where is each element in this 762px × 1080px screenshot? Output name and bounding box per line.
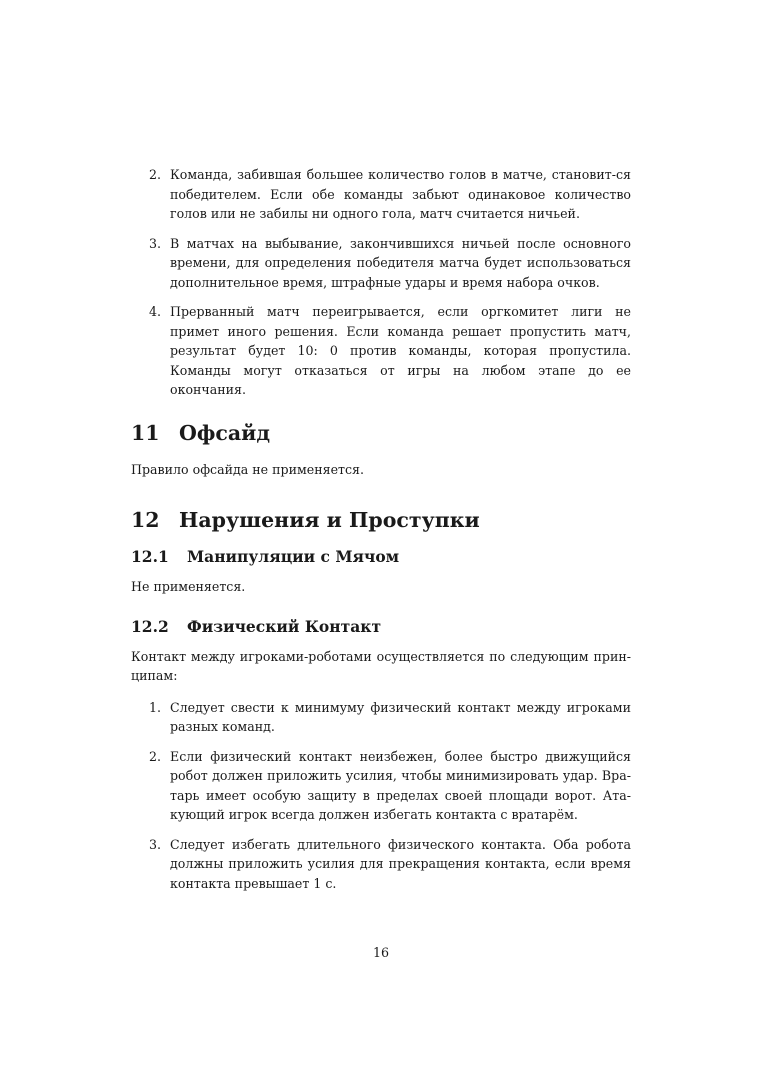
section-number: 12 [131,508,160,532]
section-number: 11 [131,420,160,445]
subsection-heading-12-2 [131,617,631,637]
subsection-number: 12.1 [131,547,169,566]
section-title: Нарушения и Проступки [179,508,480,532]
list-item-text: Если физический контакт неизбежен, более быстро движущийся робот должен приложить усилия, чтобы минимизировать удар. Вра-тарь имеет особую защиту в пределах своей площади ворот. Ата-кующий игрок всегда должен избегать контакта с вратарём. [170,748,631,822]
document-page [131,165,631,903]
list-item [131,747,631,825]
rules-list-continued [131,165,631,400]
list-item-text: В матчах на выбывание, закончившихся ничьей после основного времени, для определения победителя матча будет использоваться дополнительное время, штрафные удары и время набора очков. [170,235,631,290]
list-item-text: Прерванный матч переигрывается, если оргкомитет лиги не примет иного решения. Если команда решает пропустить матч, результат будет 10: 0 против команды, которая пропустила. Команды могут отказаться от игры на любом этапе до ее окончания. [170,304,631,397]
section-heading-11 [131,420,631,446]
subsection-title: Манипуляции с Мячом [187,547,400,566]
list-item-number: 1. [149,699,162,715]
section-heading-12 [131,507,631,533]
list-item-number: 2. [149,167,162,182]
subsection-12-1-body: Не применяется. [131,579,246,594]
list-item-number: 4. [149,304,162,319]
subsection-heading-12-1 [131,547,631,567]
list-item-text: Команда, забившая большее количество голов в матче, становит-ся победителем. Если обе команды забьют одинаковое количество голов или не забилы ни одного гола, матч считается ничьей. [170,167,631,221]
list-item-number: 3. [149,235,162,251]
subsection-12-2-body: Контакт между игроками-роботами осуществляется по следующим прин-ципам: [131,648,631,683]
list-item-number: 2. [149,748,162,764]
section-title: Офсайд [179,420,270,445]
contact-rules-list [131,698,631,894]
list-item [131,698,631,737]
list-item [131,234,631,293]
subsection-title: Физический Контакт [187,616,382,636]
list-item-number: 3. [149,836,162,852]
list-item [131,302,631,400]
section-11-body: Правило офсайда не применяется. [131,461,364,477]
list-item-text: Следует избегать длительного физического контакта. Оба робота должны приложить усилия для прекращения контакта, если время контакта превышает 1 с. [170,836,631,891]
list-item-text: Следует свести к минимуму физический контакт между игроками разных команд. [170,699,631,734]
list-item [131,835,631,894]
list-item [131,165,631,224]
page-number: 16 [372,945,390,960]
subsection-number: 12.2 [131,616,169,636]
